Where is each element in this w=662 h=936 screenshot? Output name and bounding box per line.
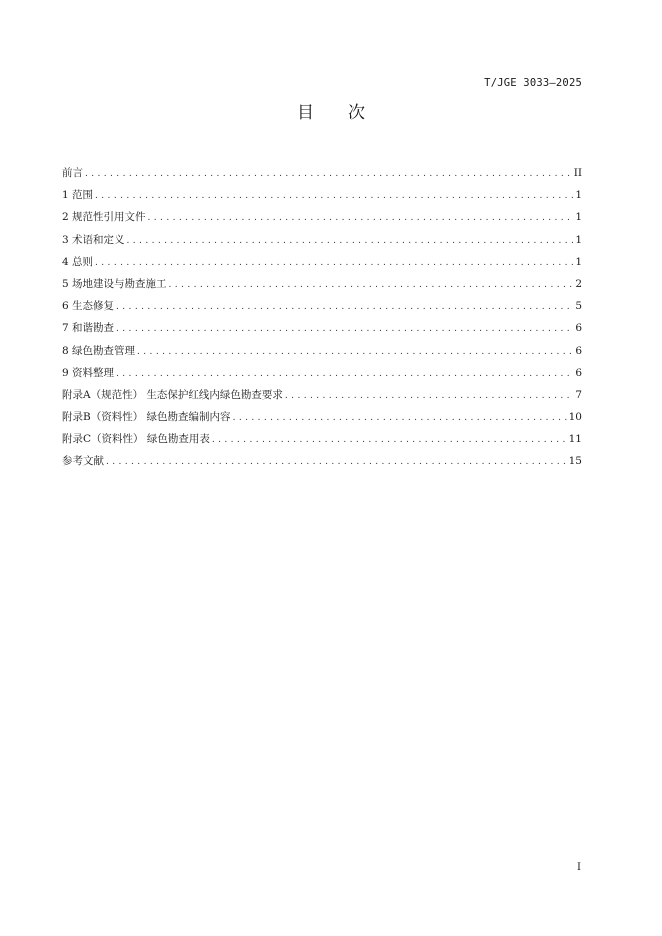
toc-entry-page: 6 [575,322,582,335]
toc-entry-label: 参考文献 [62,455,104,468]
toc-entry-harmonious-exploration[interactable] [62,317,582,339]
toc-entry-page: 1 [575,189,582,202]
toc-entry-data-arrangement[interactable] [62,362,582,384]
toc-entry-appendix-a[interactable] [62,384,582,406]
document-code: T/JGE 3033—2025 [484,77,582,89]
toc-entry-bibliography[interactable] [62,450,582,472]
toc-leader-dots [116,318,573,340]
toc-entry-page: 11 [568,433,582,446]
toc-leader-dots [95,252,573,274]
toc-leader-dots [85,163,572,185]
toc-leader-dots [116,363,573,385]
toc-entry-label: 1 范围 [62,189,94,202]
toc-leader-dots [137,341,573,363]
toc-entry-label: 9 资料整理 [62,366,115,379]
toc-entry-page: 1 [575,211,582,224]
toc-entry-page: 1 [575,255,582,268]
toc-leader-dots [116,296,573,318]
toc-entry-label: 2 规范性引用文件 [62,211,146,224]
toc-entry-terms-definitions[interactable] [62,229,582,251]
toc-entry-page: 1 [575,233,582,246]
toc-entry-label: 3 术语和定义 [62,233,125,246]
toc-entry-label: 8 绿色勘查管理 [62,344,136,357]
toc-entry-green-exploration-management[interactable] [62,340,582,362]
toc-entry-page: 2 [575,277,582,290]
toc-entry-label: 前言 [62,167,83,179]
toc-entry-label: 附录C（资料性） 绿色勘查用表 [62,433,210,446]
toc-entry-page: 7 [575,388,582,401]
page-title: 目次 [297,103,399,123]
toc-leader-dots [148,207,574,229]
toc-entry-scope[interactable] [62,184,582,206]
toc-entry-page: 10 [568,411,582,424]
toc-entry-site-construction[interactable] [62,273,582,295]
toc-leader-dots [212,429,567,451]
toc-leader-dots [106,451,567,473]
toc-entry-page: II [573,167,582,179]
toc-entry-label: 附录A（规范性） 生态保护红线内绿色勘查要求 [62,388,283,401]
toc-entry-page: 6 [575,344,582,357]
toc-leader-dots [127,230,574,252]
toc-entry-foreword[interactable] [62,162,582,184]
toc-entry-page: 5 [575,300,582,313]
toc-entry-normative-references[interactable] [62,206,582,228]
toc-entry-appendix-b[interactable] [62,406,582,428]
page-number: I [577,862,581,873]
toc-entry-page: 15 [568,455,582,468]
toc-entry-label: 4 总则 [62,255,94,268]
toc-entry-appendix-c[interactable] [62,428,582,450]
toc-leader-dots [95,185,573,207]
toc-entry-label: 5 场地建设与勘查施工 [62,277,167,290]
toc-entry-label: 7 和谐勘查 [62,322,115,335]
table-of-contents [62,162,582,473]
toc-entry-label: 附录B（资料性） 绿色勘查编制内容 [62,411,231,424]
toc-entry-page: 6 [575,366,582,379]
toc-entry-label: 6 生态修复 [62,300,115,313]
toc-entry-general[interactable] [62,251,582,273]
toc-leader-dots [233,407,567,429]
toc-entry-ecological-restoration[interactable] [62,295,582,317]
toc-leader-dots [285,385,573,407]
toc-leader-dots [169,274,574,296]
